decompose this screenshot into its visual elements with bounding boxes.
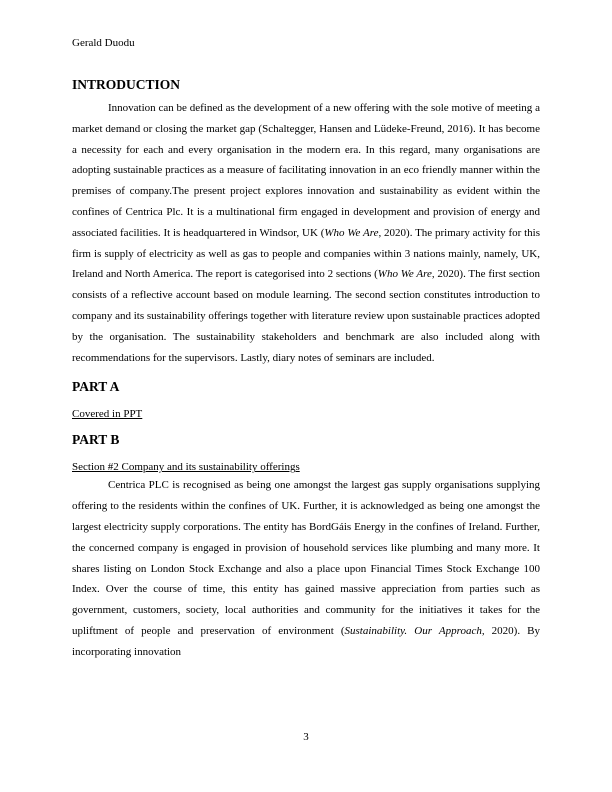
running-header: Gerald Duodu [72, 37, 135, 49]
section-2-subheading: Section #2 Company and its sustainability offerings [72, 461, 300, 474]
section-2-text-2: 2020). By incorporating innovation [72, 624, 540, 658]
page-content [72, 76, 540, 663]
section-2-paragraph [72, 475, 540, 662]
section-2-text-1: Centrica PLC is recognised as being one amongst the largest gas supply organisations supplying offering to the residents within the confines of UK. Further, it is acknowledged as being one amongst the largest electricity supply corporations. The entity has BordGáis Energy in the confines of Ireland. Further, the concerned company is engaged in provision of household services like plumbing and many more. It shares listing on London Stock Exchange and also a place upon Financial Times Stock Exchange 100 Index. Over the course of time, this entity has gained massive appreciation from parties such as government, customers, society, local authorities and community for the initiatives it takes for the upliftment of people and preservation of environment ( [72, 479, 540, 637]
page-number: 3 [303, 731, 309, 743]
section-2-citation: Sustainability. Our Approach, [344, 624, 485, 637]
intro-text-1: Innovation can be defined as the development of a new offering with the sole motive of meeting a market demand or closing the market gap (Schaltegger, Hansen and Lüdeke-Freund, 2016). It has become a necessity for each and every organisation in the modern era. In this regard, many organisations are adopting sustainable practices as a measure of facilitating innovation in an eco friendly manner within the premises of company.The present project explores innovation and sustainability as evident within the confines of Centrica Plc. It is a multinational firm engaged in development and provision of energy and associated facilities. It is headquartered in Windsor, UK ( [72, 102, 540, 239]
intro-text-3: 2020). The first section consists of a reflective account based on module learning. The second section constitutes introduction to company and its sustainability offerings together with literature review upon sustainable practices adopted by the organisation. The sustainability stakeholders and benchmark are also included along with recommendations for the supervisors. Lastly, diary notes of seminars are included. [72, 268, 540, 364]
introduction-paragraph [72, 98, 540, 368]
intro-citation-1: Who We Are, [324, 226, 382, 239]
part-a-heading: PART A [72, 379, 120, 395]
intro-text-2: 2020). The primary activity for this firm is supply of electricity as well as gas to people and companies within 3 nations mainly, namely, UK, Ireland and North America. The report is categorised into 2 sections ( [72, 226, 540, 281]
introduction-heading: INTRODUCTION [72, 77, 181, 92]
part-b-heading: PART B [72, 432, 120, 448]
part-a-note: Covered in PPT [72, 408, 143, 421]
intro-citation-2: Who We Are, [377, 268, 435, 281]
